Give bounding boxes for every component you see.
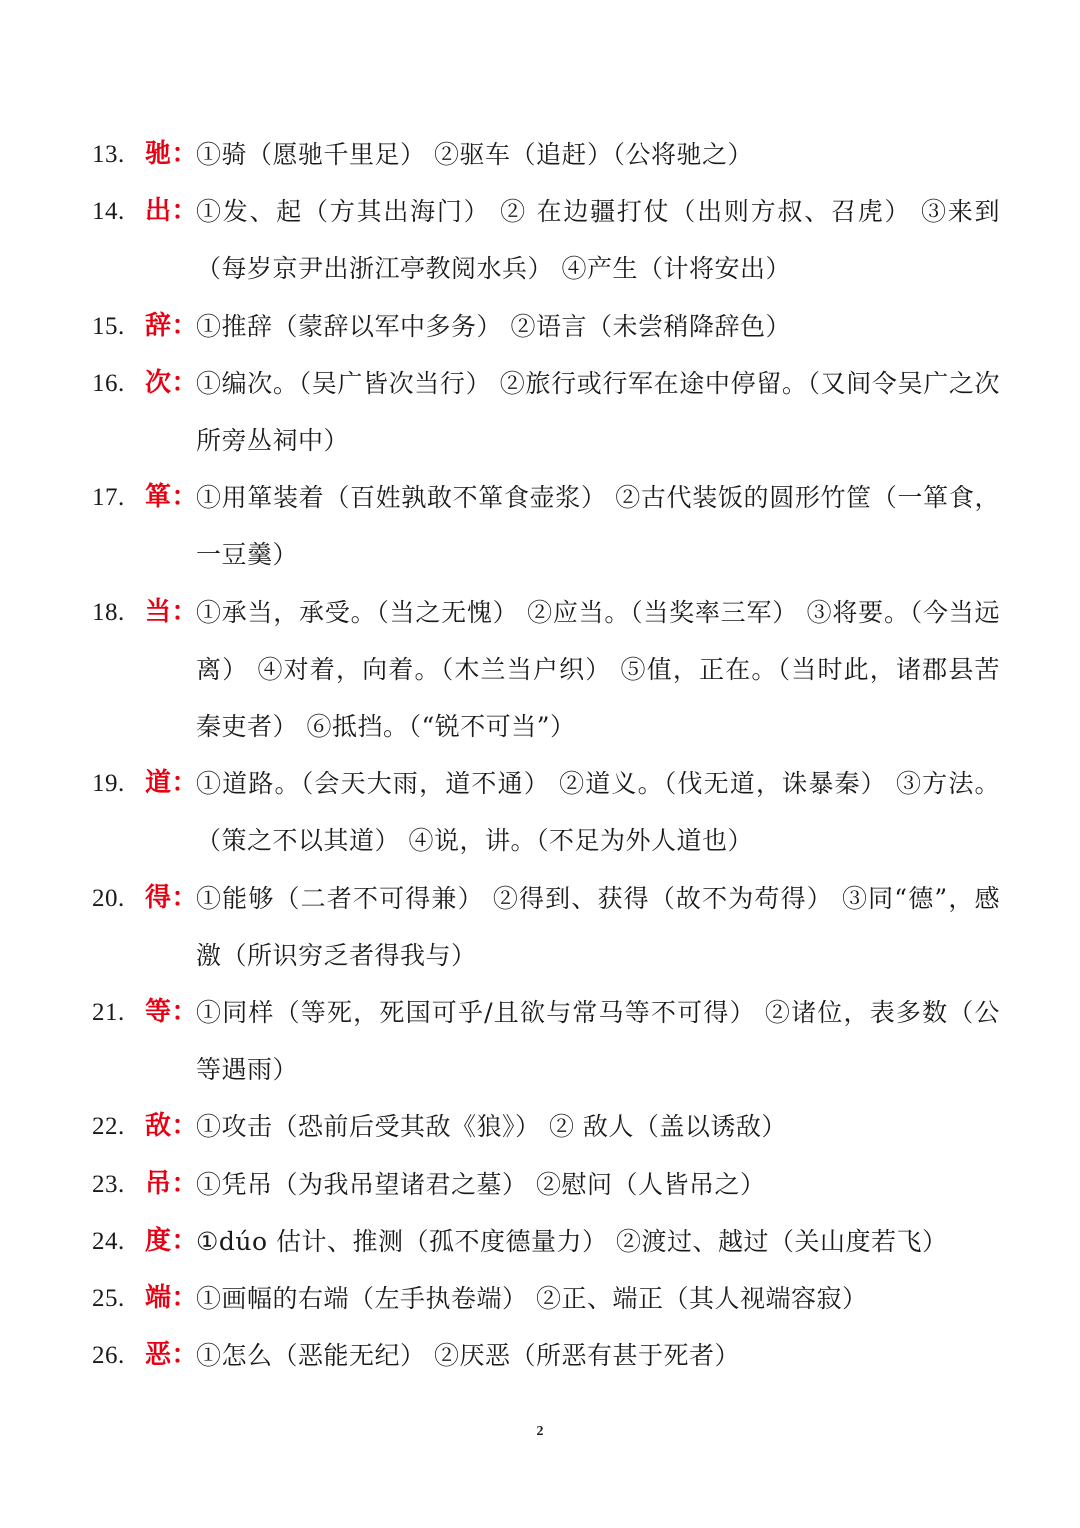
entry-definition: ①道路。（会天大雨，道不通） ②道义。（伐无道，诛暴秦） ③方法。（策之不以其道） ④说，讲。（不足为外人道也）: [196, 769, 1000, 856]
entry-character: 道：: [145, 768, 199, 799]
entry-definition: ①发、起（方其出海门） ② 在边疆打仗（出则方叔、召虎） ③来到（每岁京尹出浙江亭教阅水兵） ④产生（计将安出）: [196, 197, 1000, 284]
entry-19: [90, 755, 1000, 869]
entry-22: [90, 1098, 1000, 1155]
entry-number: 24.: [92, 1227, 125, 1255]
entry-definition: ①攻击（恐前后受其敌《狼》） ② 敌人（盖以诱敌）: [196, 1112, 787, 1142]
entry-number: 21.: [92, 999, 125, 1027]
entry-character: 吊：: [145, 1168, 199, 1199]
entry-definition: ①能够（二者不可得兼） ②得到、获得（故不为苟得） ③同“德”，感激（所识穷乏者得我与）: [196, 883, 1000, 970]
entry-definition: ①凭吊（为我吊望诸君之墓） ②慰问（人皆吊之）: [196, 1169, 766, 1199]
entry-definition: ①怎么（恶能无纪） ②厌恶（所恶有甚于死者）: [196, 1341, 740, 1371]
page-number: 2: [536, 1424, 544, 1439]
entry-character: 出：: [145, 196, 199, 227]
entry-character: 等：: [145, 997, 199, 1028]
entry-21: [90, 984, 1000, 1098]
entry-definition: ①编次。（吴广皆次当行） ②旅行或行军在途中停留。（又间令吴广之次所旁丛祠中）: [196, 368, 1000, 456]
entry-24: [90, 1213, 1000, 1270]
entry-23: [90, 1156, 1000, 1213]
entry-character: 得：: [145, 882, 199, 913]
entry-number: 19.: [92, 770, 125, 798]
entry-number: 16.: [92, 369, 125, 397]
entry-definition: ①用箪装着（百姓孰敢不箪食壶浆） ②古代装饭的圆形竹筐（一箪食，一豆羹）: [196, 483, 1000, 570]
entry-definition: ①骑（愿驰千里足） ②驱车（追赶）（公将驰之）: [196, 140, 753, 169]
entry-number: 23.: [92, 1170, 125, 1198]
entry-definition: ①画幅的右端（左手执卷端） ②正、端正（其人视端容寂）: [196, 1284, 868, 1314]
entry-number: 14.: [92, 198, 125, 226]
entry-character: 驰：: [145, 139, 199, 169]
entry-character: 箪：: [145, 482, 199, 513]
entry-character: 恶：: [145, 1340, 199, 1371]
entry-18: [90, 584, 1000, 756]
entry-25: [90, 1270, 1000, 1327]
entry-number: 20.: [92, 884, 125, 912]
entry-definition: ①同样（等死，死国可乎/且欲与常马等不可得） ②诸位，表多数（公等遇雨）: [196, 998, 1000, 1085]
entry-number: 25.: [92, 1285, 125, 1313]
entry-character: 次：: [145, 367, 199, 398]
entry-17: [90, 469, 1000, 583]
entry-16: [90, 355, 1000, 469]
entry-definition: ①推辞（蒙辞以军中多务） ②语言（未尝稍降辞色）: [196, 311, 791, 341]
entry-26: [90, 1327, 1000, 1384]
entry-character: 当：: [145, 596, 199, 627]
entry-number: 26.: [92, 1342, 125, 1370]
entry-number: 13.: [92, 141, 125, 168]
entry-list: [90, 126, 1000, 1384]
entry-definition: ①dúo 估计、推测（孤不度德量力） ②渡过、越过（关山度若飞）: [196, 1226, 948, 1256]
entry-14: [90, 183, 1000, 297]
entry-character: 辞：: [145, 310, 199, 341]
entry-number: 22.: [92, 1113, 125, 1141]
entry-20: [90, 870, 1000, 984]
entry-character: 端：: [145, 1283, 199, 1314]
entry-15: [90, 298, 1000, 355]
entry-number: 18.: [92, 598, 125, 626]
entry-definition: ①承当，承受。（当之无愧） ②应当。（当奖率三军） ③将要。（今当远离） ④对着，向着。（木兰当户织） ⑤值，正在。（当时此，诸郡县苦秦吏者） ⑥抵挡。（“锐不可当”）: [196, 597, 1000, 742]
entry-character: 敌：: [145, 1111, 199, 1142]
entry-13: [90, 126, 1000, 183]
entry-number: 17.: [92, 484, 125, 512]
entry-character: 度：: [145, 1225, 199, 1256]
entry-number: 15.: [92, 312, 125, 340]
